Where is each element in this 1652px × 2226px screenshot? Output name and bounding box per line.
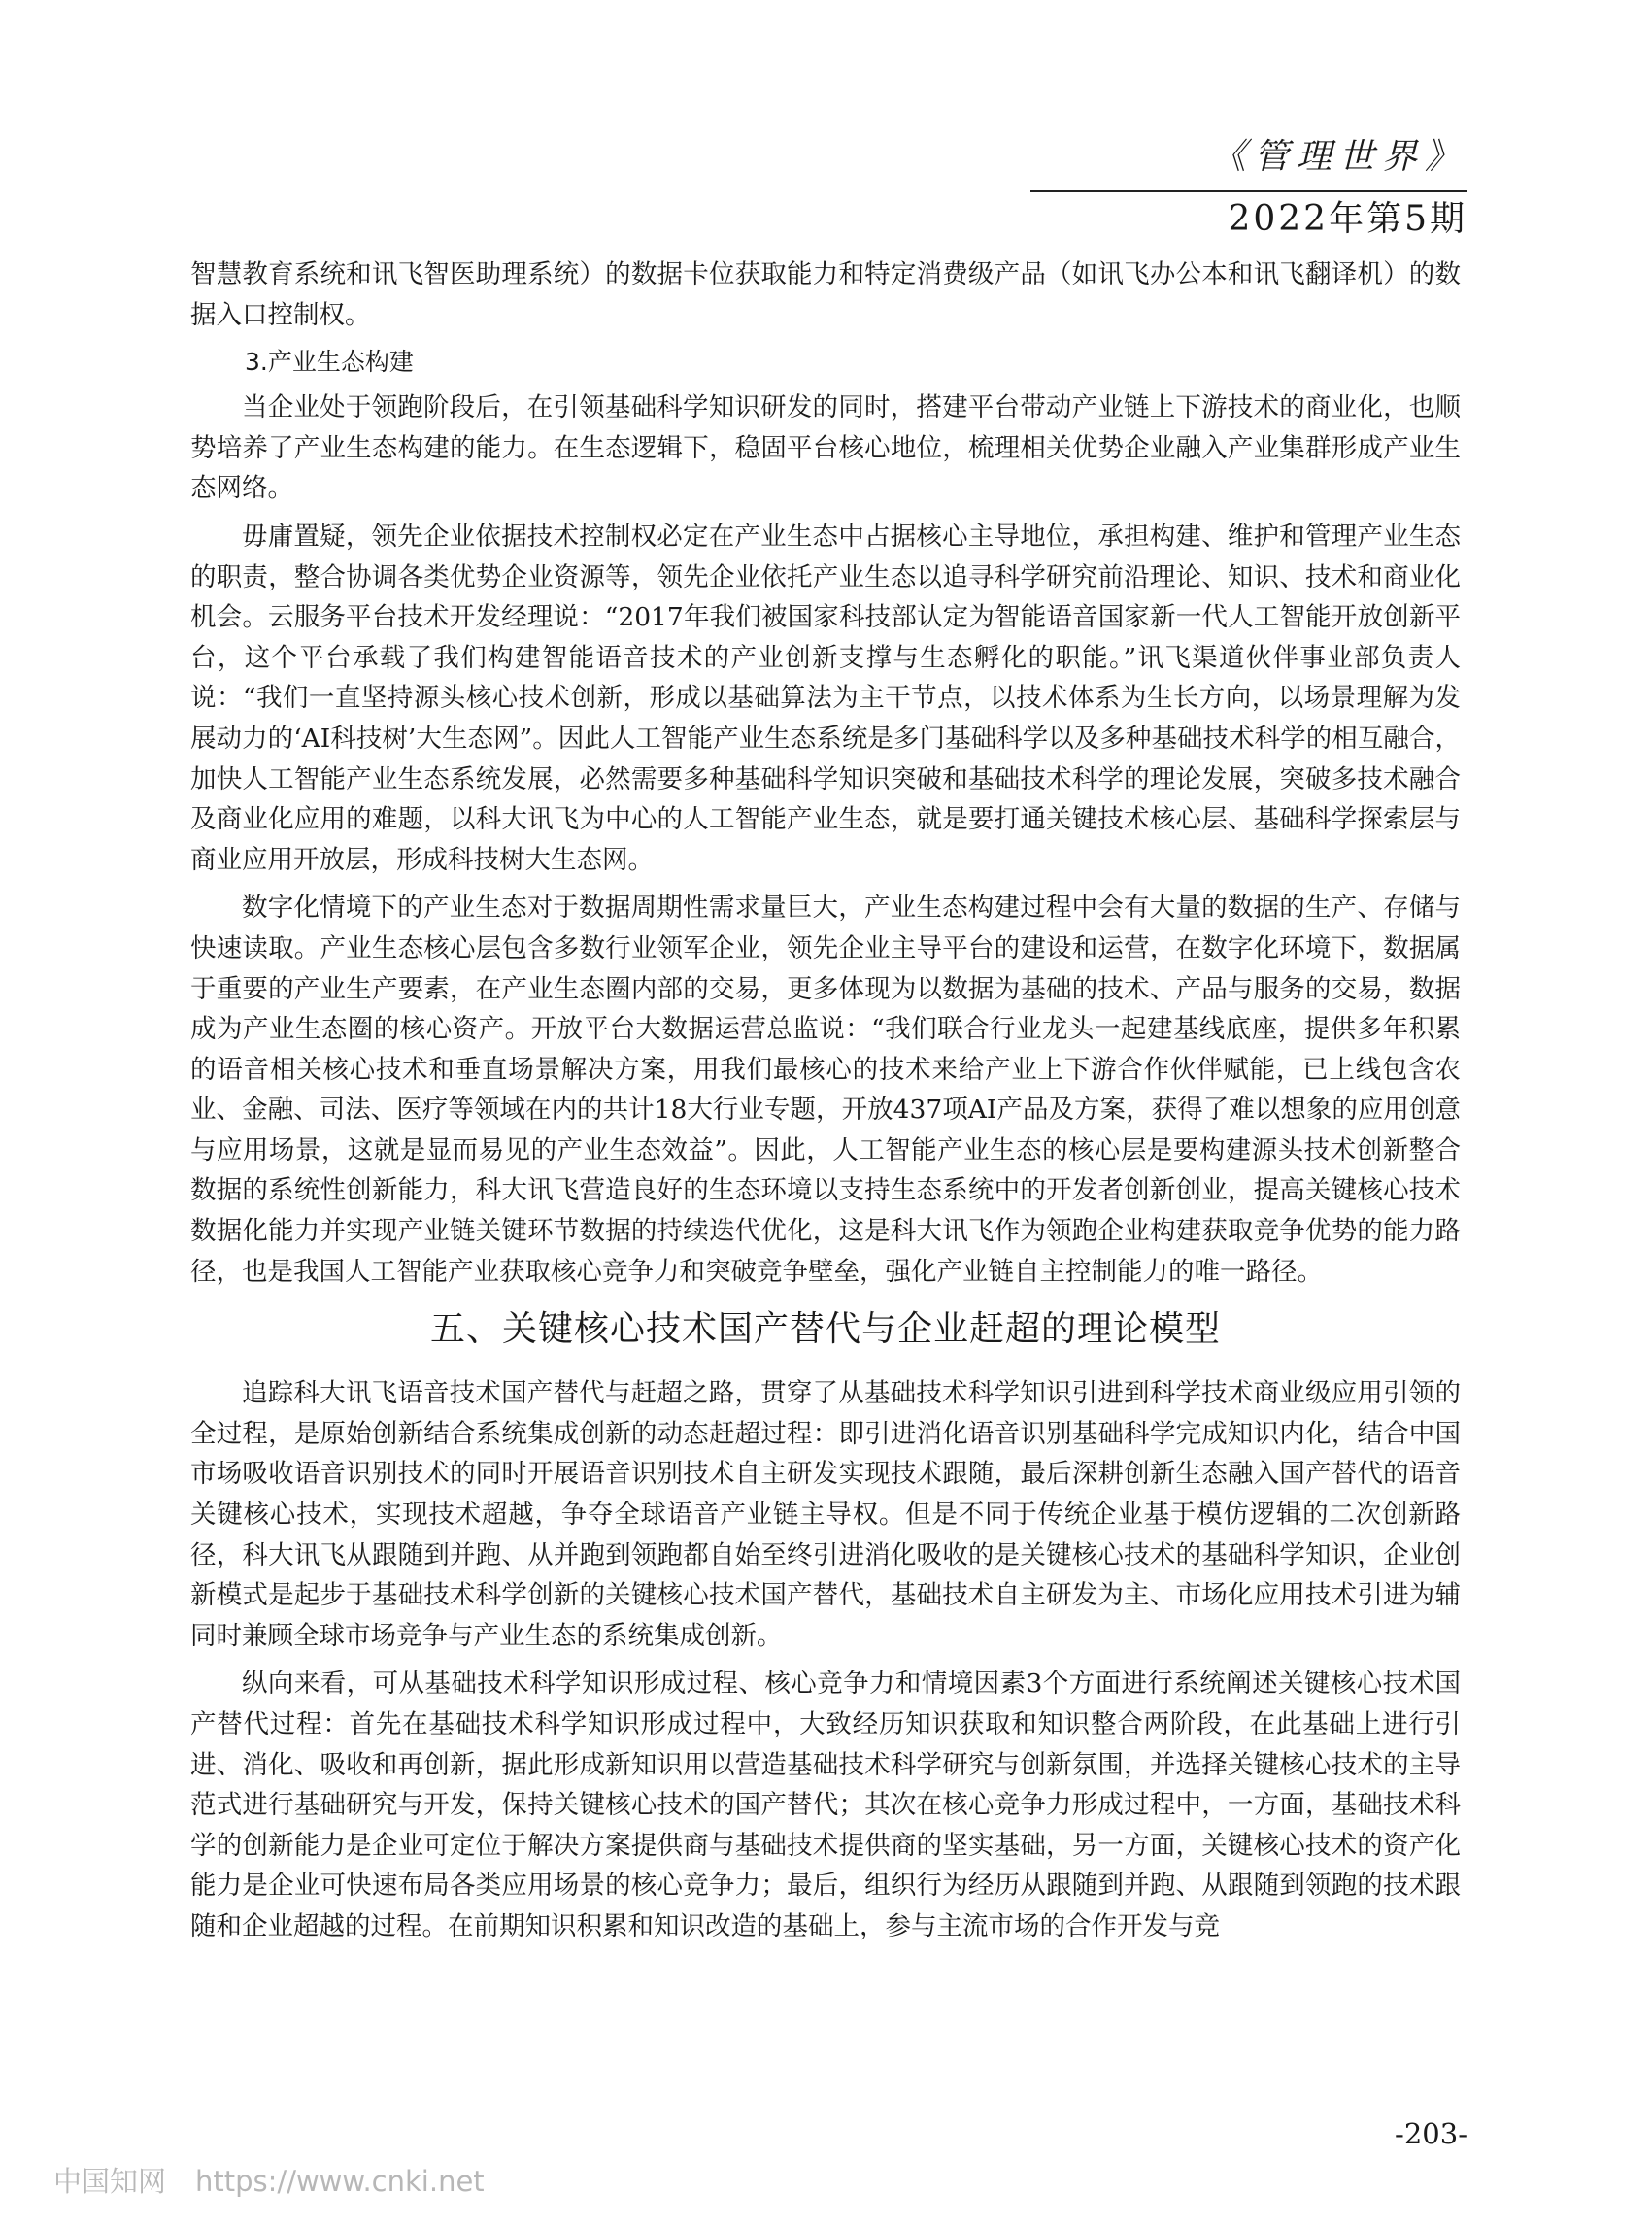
running-header	[982, 136, 1467, 241]
article-body	[190, 254, 1461, 1955]
watermark-brand: 中国知网	[53, 2165, 167, 2198]
watermark	[53, 2160, 485, 2200]
issue-label: 2022年第5期	[1228, 199, 1467, 239]
subheading-industrial-ecosystem: 3.产业生态构建	[245, 348, 414, 377]
header-rule	[1030, 190, 1467, 192]
paragraph: 纵向来看，可从基础技术科学知识形成过程、核心竞争力和情境因素3个方面进行系统阐述关键核心技术国产替代过程：首先在基础技术科学知识形成过程中，大致经历知识获取和知识整合两阶段，在此基础上进行引进、消化、吸收和再创新，据此形成新知识用以营造基础技术科学研究与创新氛围，并选择关键核心技术的主导范式进行基础研究与开发，保持关键核心技术的国产替代；其次在核心竞争力形成过程中，一方面，基础技术科学的创新能力是企业可定位于解决方案提供商与基础技术提供商的坚实基础，另一方面，关键核心技术的资产化能力是企业可快速布局各类应用场景的核心竞争力；最后，组织行为经历从跟随到并跑、从跟随到领跑的技术跟随和企业超越的过程。在前期知识积累和知识改造的基础上，参与主流市场的合作开发与竞	[190, 1669, 1461, 1941]
paragraph-continued: 智慧教育系统和讯飞智医助理系统）的数据卡位获取能力和特定消费级产品（如讯飞办公本和讯飞翻译机）的数据入口控制权。	[190, 259, 1461, 330]
watermark-url: https://www.cnki.net	[195, 2165, 485, 2198]
paragraph: 当企业处于领跑阶段后，在引领基础科学知识研发的同时，搭建平台带动产业链上下游技术的商业化，也顺势培养了产业生态构建的能力。在生态逻辑下，稳固平台核心地位，梳理相关优势企业融入产业集群形成产业生态网络。	[190, 392, 1461, 504]
journal-title: 《管理世界》	[1210, 137, 1467, 177]
paragraph: 毋庸置疑，领先企业依据技术控制权必定在产业生态中占据核心主导地位，承担构建、维护和管理产业生态的职责，整合协调各类优势企业资源等，领先企业依托产业生态以追寻科学研究前沿理论、知识、技术和商业化机会。云服务平台技术开发经理说：“2017年我们被国家科技部认定为智能语音国家新一代人工智能开放创新平台，这个平台承载了我们构建智能语音技术的产业创新支撑与生态孵化的职能。”讯飞渠道伙伴事业部负责人说：“我们一直坚持源头核心技术创新，形成以基础算法为主干节点，以技术体系为生长方向，以场景理解为发展动力的‘AI科技树’大生态网”。因此人工智能产业生态系统是多门基础科学以及多种基础技术科学的相互融合，加快人工智能产业生态系统发展，必然需要多种基础科学知识突破和基础技术科学的理论发展，突破多技术融合及商业化应用的难题，以科大讯飞为中心的人工智能产业生态，就是要打通关键技术核心层、基础科学探索层与商业应用开放层，形成科技树大生态网。	[190, 521, 1461, 875]
paragraph: 数字化情境下的产业生态对于数据周期性需求量巨大，产业生态构建过程中会有大量的数据的生产、存储与快速读取。产业生态核心层包含多数行业领军企业，领先企业主导平台的建设和运营，在数字化环境下，数据属于重要的产业生产要素，在产业生态圈内部的交易，更多体现为以数据为基础的技术、产品与服务的交易，数据成为产业生态圈的核心资产。开放平台大数据运营总监说：“我们联合行业龙头一起建基线底座，提供多年积累的语音相关核心技术和垂直场景解决方案，用我们最核心的技术来给产业上下游合作伙伴赋能，已上线包含农业、金融、司法、医疗等领域在内的共计18大行业专题，开放437项AI产品及方案，获得了难以想象的应用创意与应用场景，这就是显而易见的产业生态效益”。因此，人工智能产业生态的核心层是要构建源头技术创新整合数据的系统性创新能力，科大讯飞营造良好的生态环境以支持生态系统中的开发者创新创业，提高关键核心技术数据化能力并实现产业链关键环节数据的持续迭代优化，这是科大讯飞作为领跑企业构建获取竞争优势的能力路径，也是我国人工智能产业获取核心竞争力和突破竞争壁垒，强化产业链自主控制能力的唯一路径。	[190, 893, 1461, 1287]
section-heading: 五、关键核心技术国产替代与企业赶超的理论模型	[429, 1309, 1221, 1350]
page-number: -203-	[1395, 2117, 1467, 2150]
paragraph: 追踪科大讯飞语音技术国产替代与赶超之路，贯穿了从基础技术科学知识引进到科学技术商业级应用引领的全过程，是原始创新结合系统集成创新的动态赶超过程：即引进消化语音识别基础科学完成知识内化，结合中国市场吸收语音识别技术的同时开展语音识别技术自主研发实现技术跟随，最后深耕创新生态融入国产替代的语音关键核心技术，实现技术超越，争夺全球语音产业链主导权。但是不同于传统企业基于模仿逻辑的二次创新路径，科大讯飞从跟随到并跑、从并跑到领跑都自始至终引进消化吸收的是关键核心技术的基础科学知识，企业创新模式是起步于基础技术科学创新的关键核心技术国产替代，基础技术自主研发为主、市场化应用技术引进为辅同时兼顾全球市场竞争与产业生态的系统集成创新。	[190, 1378, 1461, 1651]
